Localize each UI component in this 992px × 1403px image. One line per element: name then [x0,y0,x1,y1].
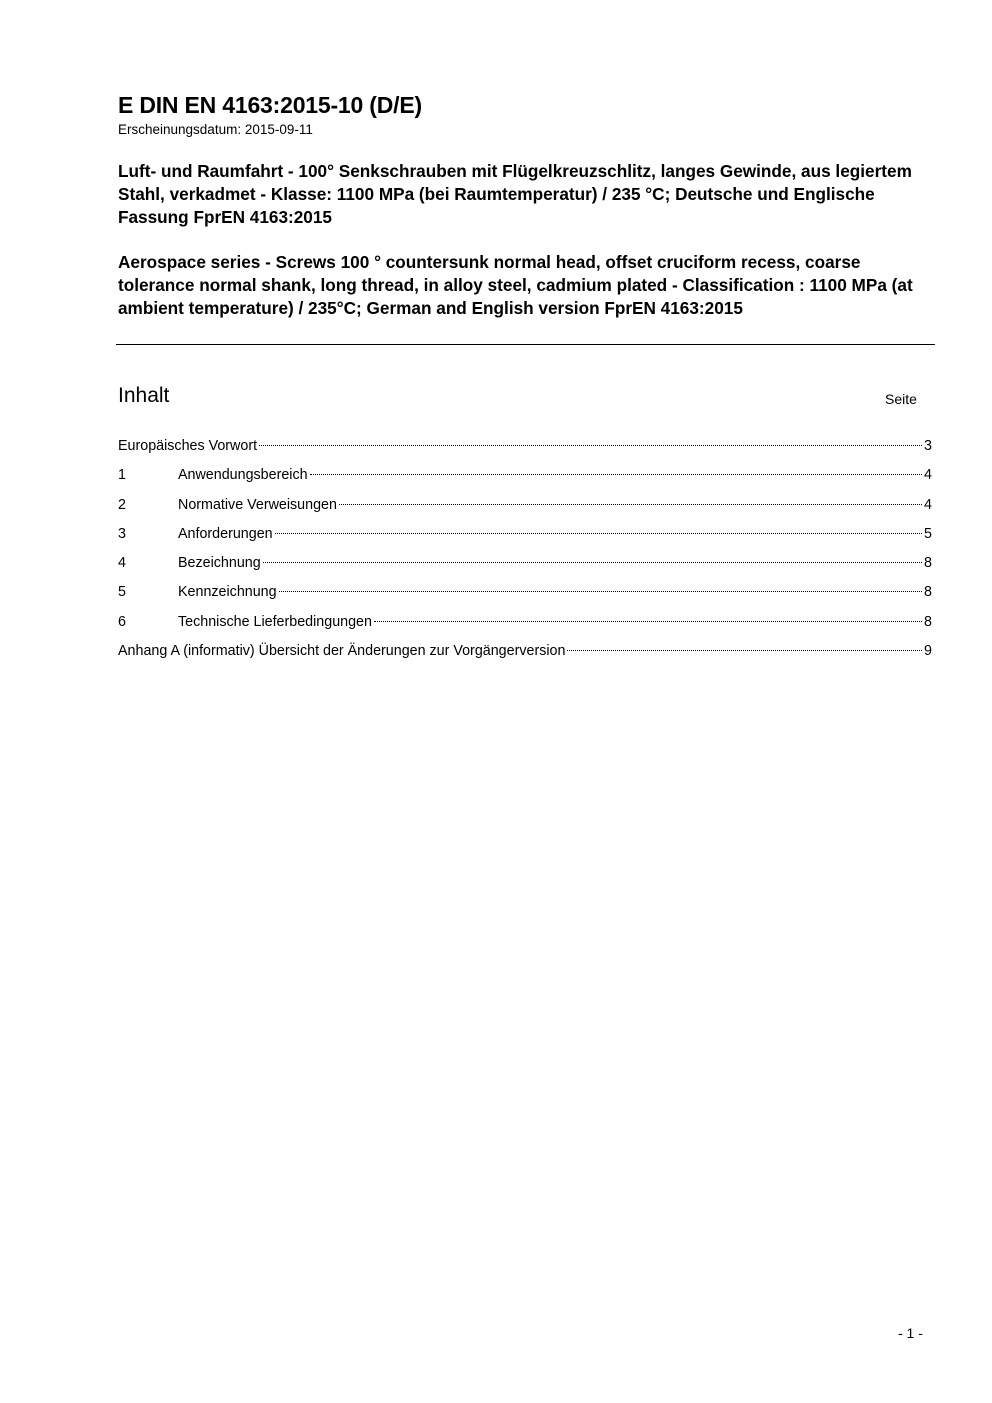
toc-leader-dots [339,504,922,505]
toc-entry-scope[interactable] [118,467,932,496]
header-divider [116,344,935,345]
toc-entry-title: Anhang A (informativ) Übersicht der Änderungen zur Vorgängerversion [118,643,566,660]
toc-entry-number: 4 [118,555,126,572]
toc-entry-page: 4 [924,496,932,513]
toc-leader-dots [259,445,922,446]
toc-entry-page: 3 [924,438,932,454]
toc-entry-number: 1 [118,467,126,484]
toc-entry-page: 8 [924,555,932,572]
toc-entry-marking[interactable] [118,584,932,613]
document-id: E DIN EN 4163:2015-10 (D/E) [118,92,422,118]
title-english: Aerospace series - Screws 100 ° countersunk normal head, offset cruciform recess, coarse tolerance normal shank, long thread, in alloy steel, cadmium plated - Classification : 1100 MPa (at ambient temperature) / 235°C; German and English version FprEN 4163:2015 [118,252,913,318]
toc-entry-page: 5 [924,525,932,542]
toc-leader-dots [310,474,922,475]
toc-entry-requirements[interactable] [118,526,932,555]
toc-entry-title: Europäisches Vorwort [118,438,258,454]
table-of-contents [118,438,932,672]
toc-entry-page: 8 [924,584,932,601]
publication-date: Erscheinungsdatum: 2015-09-11 [118,122,313,137]
toc-entry-number: 2 [118,496,126,513]
toc-entry-title: Technische Lieferbedingungen [178,613,372,630]
toc-entry-title: Anwendungsbereich [178,467,308,484]
toc-entry-number: 3 [118,525,126,542]
toc-entry-annex-a[interactable] [118,643,932,672]
toc-entry-title: Kennzeichnung [178,584,277,601]
toc-entry-european-foreword[interactable] [118,438,932,467]
toc-entry-title: Bezeichnung [178,555,261,572]
toc-entry-page: 4 [924,467,932,484]
toc-heading: Inhalt [118,384,170,407]
toc-leader-dots [275,533,922,534]
toc-entry-delivery-conditions[interactable] [118,614,932,643]
page-number: - 1 - [898,1325,923,1341]
toc-entry-designation[interactable] [118,555,932,584]
toc-entry-title: Normative Verweisungen [178,496,337,513]
toc-leader-dots [263,562,922,563]
toc-entry-title: Anforderungen [178,525,273,542]
toc-entry-number: 5 [118,584,126,601]
toc-entry-normative-references[interactable] [118,497,932,526]
toc-entry-page: 9 [924,643,932,660]
toc-entry-number: 6 [118,613,126,630]
toc-leader-dots [567,650,922,651]
toc-entry-page: 8 [924,613,932,630]
toc-page-label: Seite [885,391,917,407]
toc-leader-dots [374,621,922,622]
toc-leader-dots [279,591,922,592]
title-german: Luft- und Raumfahrt - 100° Senkschrauben mit Flügelkreuzschlitz, langes Gewinde, aus legiertem Stahl, verkadmet - Klasse: 1100 MPa (bei Raumtemperatur) / 235 °C; Deutsche und Englische Fassung FprEN 4163:2015 [118,161,912,227]
